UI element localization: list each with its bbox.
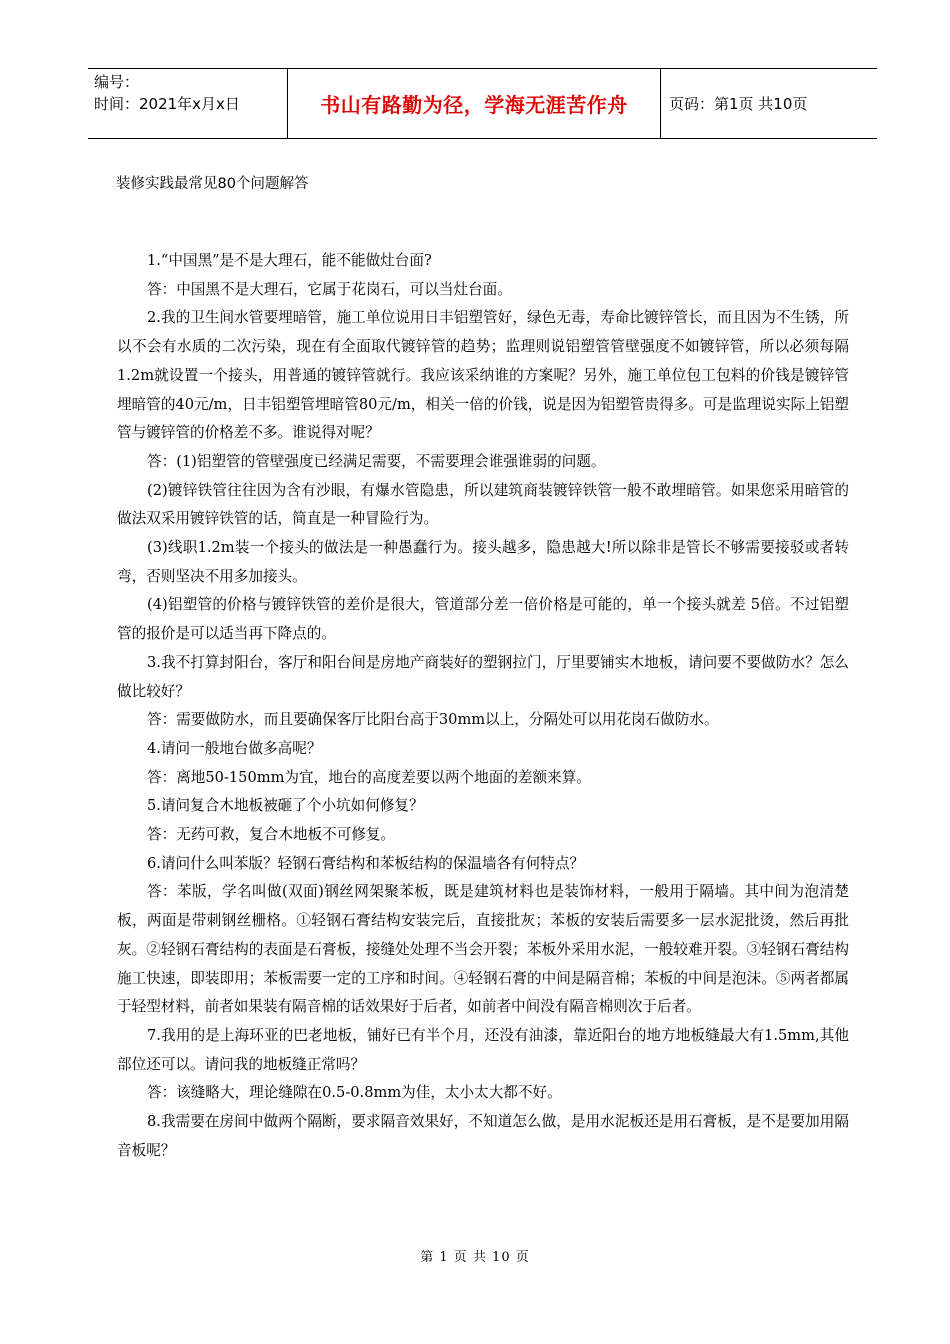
paragraph: (3)线职1.2m装一个接头的做法是一种愚蠢行为。接头越多，隐患越大!所以除非是管长不够需要接驳或者转弯，否则坚决不用多加接头。 bbox=[117, 539, 849, 585]
header-left-cell bbox=[88, 69, 287, 138]
motto-text: 书山有路勤为径，学海无涯苦作舟 bbox=[320, 93, 628, 117]
paragraph: 答：离地50-150mm为宜，地台的高度差要以两个地面的差额来算。 bbox=[147, 768, 591, 786]
header-table bbox=[88, 68, 877, 139]
paragraph: 答：(1)铝塑管的管壁强度已经满足需要，不需要理会谁强谁弱的问题。 bbox=[147, 452, 606, 470]
paragraph: (4)铝塑管的价格与镀锌铁管的差价是很大，管道部分差一倍价格是可能的，单一个接头就差 5倍。不过铝塑管的报价是可以适当再下降点的。 bbox=[117, 596, 849, 643]
page-info: 页码：第1页 共10页 bbox=[669, 95, 808, 113]
paragraph: 7.我用的是上海环亚的巴老地板，铺好已有半个月，还没有油漆，靠近阳台的地方地板缝最大有1.5mm,其他部位还可以。请问我的地板缝正常吗？ bbox=[117, 1026, 849, 1073]
paragraph: 8.我需要在房间中做两个隔断，要求隔音效果好，不知道怎么做，是用水泥板还是用石膏板，是不是要加用隔音板呢？ bbox=[117, 1113, 849, 1159]
paragraph: 5.请问复合木地板被砸了个小坑如何修复？ bbox=[147, 797, 424, 815]
paragraph: 答：中国黑不是大理石，它属于花岗石，可以当灶台面。 bbox=[147, 280, 512, 298]
paragraph: 答：苯版，学名叫做(双面)钢丝网架聚苯板，既是建筑材料也是装饰材料，一般用于隔墙。其中间为泡清楚板，两面是带刺钢丝栅格。①轻钢石膏结构安装完后，直接批灰；苯板的安装后需要多一层水泥批烫，然后再批灰。②轻钢石膏结构的表面是石膏板，接缝处处理不当会开裂；苯板外采用水泥，一般较难开裂。③轻钢石膏结构施工快速，即装即用；苯板需要一定的工序和时间。④轻钢石膏的中间是隔音棉；苯板的中间是泡沫。⑤两者都属于轻型材料，前者如果装有隔音棉的话效果好于后者，如前者中间没有隔音棉则次于后者。 bbox=[117, 883, 849, 1016]
paragraph: 1.“中国黑”是不是大理石，能不能做灶台面? bbox=[147, 252, 432, 269]
header-motto-cell bbox=[287, 69, 661, 138]
paragraph: 答：该缝略大，理论缝隙在0.5-0.8mm为佳，太小太大都不好。 bbox=[147, 1084, 562, 1102]
page-footer: 第 1 页 共 10 页 bbox=[420, 1250, 530, 1265]
document-body bbox=[117, 247, 849, 1166]
paragraph: 答：无药可救，复合木地板不可修复。 bbox=[147, 826, 396, 844]
paragraph: 3.我不打算封阳台，客厅和阳台间是房地产商装好的塑钢拉门，厅里要铺实木地板，请问要不要做防水？怎么做比较好？ bbox=[117, 653, 849, 700]
header-page-cell bbox=[661, 69, 877, 138]
paragraph: 答：需要做防水，而且要确保客厅比阳台高于30mm以上，分隔处可以用花岗石做防水。 bbox=[147, 711, 719, 729]
paragraph: (2)镀锌铁管往往因为含有沙眼，有爆水管隐患，所以建筑商装镀锌铁管一般不敢埋暗管。如果您采用暗管的做法双采用镀锌铁管的话，简直是一种冒险行为。 bbox=[117, 481, 849, 528]
document-title: 装修实践最常见80个问题解答 bbox=[116, 176, 309, 192]
paragraph: 4.请问一般地台做多高呢？ bbox=[147, 739, 322, 757]
time-label: 时间：2021年x月x日 bbox=[94, 95, 240, 113]
paragraph: 2.我的卫生间水管要埋暗管，施工单位说用日丰铝塑管好，绿色无毒，寿命比镀锌管长，而且因为不生锈，所以不会有水质的二次污染，现在有全面取代镀锌管的趋势；监理则说铝塑管管壁强度不如镀锌管，所以必须每隔1.2m就设置一个接头，用普通的镀锌管就行。我应该采纳谁的方案呢？另外，施工单位包工包料的价钱是镀锌管埋暗管的40元/m，日丰铝塑管埋暗管80元/m，相关一倍的价钱，说是因为铝塑管贵得多。可是监理说实际上铝塑管与镀锌管的价格差不多。谁说得对呢？ bbox=[117, 309, 849, 442]
paragraph: 6.请问什么叫苯版？轻钢石膏结构和苯板结构的保温墙各有何特点？ bbox=[147, 854, 585, 872]
number-label: 编号： bbox=[94, 73, 140, 91]
